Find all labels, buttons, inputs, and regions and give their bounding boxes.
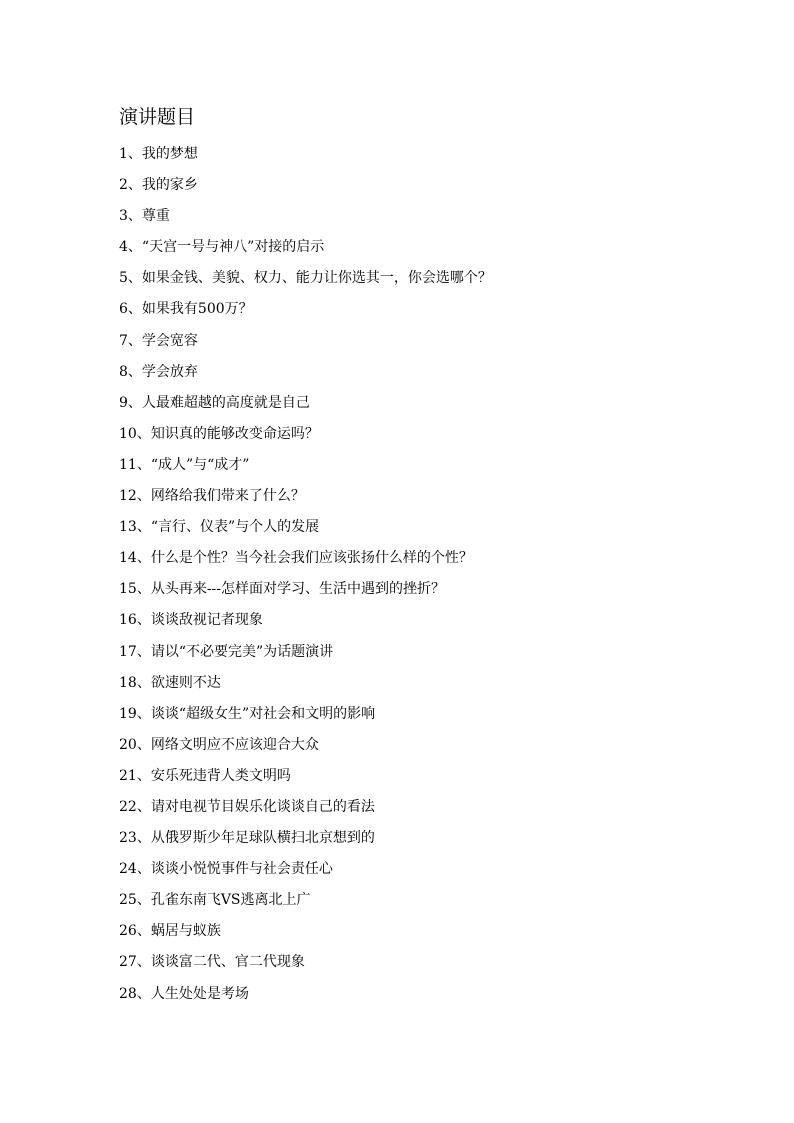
topic-item: 15、从头再来---怎样面对学习、生活中遇到的挫折？ [119, 581, 446, 598]
page-title: 演讲题目 [119, 106, 196, 128]
topic-item: 25、孔雀东南飞VS逃离北上广 [119, 892, 311, 909]
topic-list [119, 142, 492, 1013]
topic-item: 1、我的梦想 [119, 146, 198, 162]
topic-item: 7、学会宽容 [119, 332, 198, 349]
topic-item: 16、谈谈敌视记者现象 [119, 612, 263, 629]
topic-item: 12、网络给我们带来了什么？ [119, 488, 305, 505]
topic-item: 20、网络文明应不应该迎合大众 [119, 736, 319, 753]
topic-item: 11、“成人”与“成才” [119, 456, 250, 473]
topic-item: 24、谈谈小悦悦事件与社会责任心 [119, 861, 333, 878]
topic-item: 13、“言行、仪表”与个人的发展 [119, 519, 320, 536]
topic-item: 19、谈谈“超级女生”对社会和文明的影响 [119, 705, 376, 722]
topic-item: 3、尊重 [119, 208, 170, 225]
topic-item: 14、什么是个性？当今社会我们应该张扬什么样的个性？ [119, 550, 473, 567]
topic-item: 22、请对电视节目娱乐化谈谈自己的看法 [119, 798, 375, 815]
topic-item: 27、谈谈富二代、官二代现象 [119, 954, 305, 971]
topic-item: 18、欲速则不达 [119, 674, 221, 691]
topic-item: 4、“天宫一号与神八”对接的启示 [119, 239, 325, 256]
topic-item: 6、如果我有500万？ [119, 301, 253, 318]
topic-item: 28、人生处处是考场 [119, 985, 249, 1002]
topic-item: 2、我的家乡 [119, 177, 198, 194]
topic-item: 23、从俄罗斯少年足球队横扫北京想到的 [119, 830, 375, 847]
topic-item: 5、如果金钱、美貌、权力、能力让你选其一，你会选哪个？ [119, 270, 492, 287]
topic-item: 26、蜗居与蚁族 [119, 923, 221, 940]
topic-item: 9、人最难超越的高度就是自己 [119, 394, 310, 411]
topic-item: 8、学会放弃 [119, 363, 198, 380]
topic-item: 10、知识真的能够改变命运吗？ [119, 425, 319, 442]
topic-item: 17、请以“不必要完美”为话题演讲 [119, 643, 334, 660]
topic-item: 21、安乐死违背人类文明吗 [119, 767, 291, 784]
